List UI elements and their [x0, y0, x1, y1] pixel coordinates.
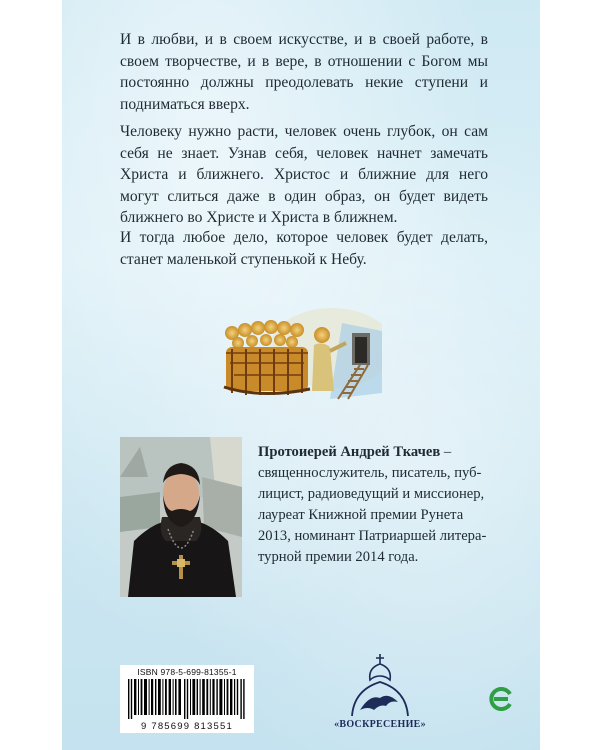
bio-line-1: священнослужитель, писатель, пуб-: [258, 465, 482, 481]
eksmo-logo-icon: [488, 686, 514, 712]
bio-line-5: турной премии 2014 года.: [258, 549, 419, 565]
church-dome-icon: [340, 650, 420, 728]
barcode-digits: 9 785699 813551: [141, 721, 233, 732]
paragraph-2: Человеку нужно расти, человек очень глубок, он сам себя не знает. Узнав себя, человек начнет замечать Христа и ближнего. Христос и ближние для него могут слиться даже в один образ, он будет видеть ближнего во Христе и Христа в ближнем.: [120, 123, 488, 226]
icon-illustration: [212, 303, 382, 403]
author-bio: [258, 442, 490, 568]
bio-line-2: лицист, радиоведущий и миссионер,: [258, 486, 485, 502]
isbn-number: ISBN 978-5-699-81355-1: [137, 667, 237, 677]
author-photo: [120, 437, 242, 597]
back-cover: [62, 0, 540, 750]
isbn-barcode: [120, 665, 254, 733]
bio-line-3: лауреат Книжной премии Рунета: [258, 507, 464, 523]
paragraph-3: И тогда любое дело, которое человек будет делать, станет маленькой ступенькой к Небу.: [120, 229, 488, 268]
paragraph-1: И в любви, и в своем искусстве, и в своей работе, в своем творчестве, и в вере, в отношении с Богом мы постоянно должны преодолевать некие ступени и подниматься вверх.: [120, 31, 488, 113]
crowd-of-figures: [224, 320, 310, 395]
barcode-bars: [128, 679, 246, 719]
bio-line-4: 2013, номинант Патриаршей литера-: [258, 528, 487, 544]
publisher-name: «ВОСКРЕСЕНИЕ»: [334, 719, 426, 730]
author-name-dash: –: [440, 444, 452, 460]
author-name: Протоиерей Андрей Ткачев: [258, 444, 441, 460]
